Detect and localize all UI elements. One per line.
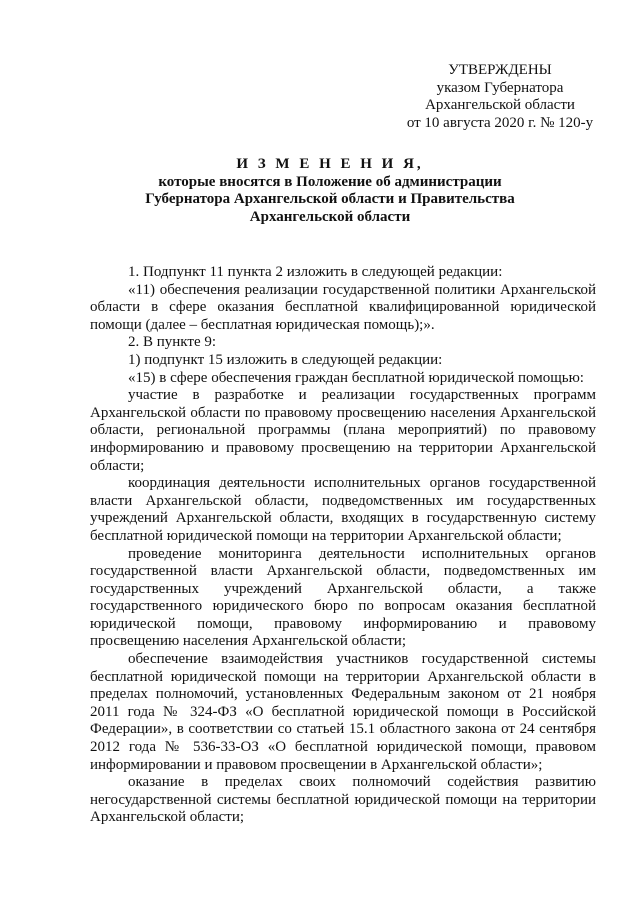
paragraph-subitem-1: 1) подпункт 15 изложить в следующей редакции: — [128, 351, 443, 368]
paragraph-interaction: обеспечение взаимодействия участников государственной системы бесплатной юридической помощи на территории Архангельской области в пределах полномочий, установленных Федеральным законом от 21 ноября 2011 года № 324-ФЗ «О бесплатной юридической помощи в Российской Федерации», в соответствии со статьей 15.1 областного закона от 24 сентября 2012 года № 536-33-ОЗ «О бесплатной юридической помощи, правовом информировании и правовом просвещении в Архангельской области»; — [90, 651, 596, 773]
paragraph-item-1-text: «11) обеспечения реализации государственной политики Архангельской области в сфере оказания бесплатной квалифицированной юридической помощи (далее – бесплатная юридическая помощь);». — [90, 281, 596, 333]
document-body — [90, 264, 596, 827]
paragraph-item-2: 2. В пункте 9: — [128, 334, 217, 351]
document-subtitle-line-2: Губернатора Архангельской области и Правительства — [145, 191, 515, 208]
approval-date: от 10 августа 2020 г. № 120-у — [406, 114, 594, 131]
paragraph-assistance: оказание в пределах своих полномочий содействия развитию негосударственной системы бесплатной юридической помощи на территории Архангельской области; — [90, 774, 596, 826]
paragraph-item-1: 1. Подпункт 11 пункта 2 изложить в следующей редакции: — [128, 264, 503, 280]
approval-issuer: указом Губернатора — [436, 79, 564, 96]
document-heading — [40, 156, 620, 226]
document-title: И З М Е Н Е Н И Я, — [236, 156, 424, 172]
paragraph-coordination: координация деятельности исполнительных органов государственной власти Архангельской области, подведомственных им государственных учреждений Архангельской области, входящих в государственную систему бесплатной юридической помощи на территории Архангельской области; — [90, 475, 596, 544]
approval-stamp — [380, 62, 620, 132]
approval-region: Архангельской области — [425, 97, 575, 114]
document-subtitle-line-1: которые вносятся в Положение об администрации — [158, 173, 502, 190]
paragraph-monitoring: проведение мониторинга деятельности исполнительных органов государственной власти Архангельской области, подведомственных им государственных учреждений Архангельской области, а также государственного юридического бюро по вопросам оказания бесплатной юридической помощи, правовому информированию и правовому просвещению населения Архангельской области; — [90, 545, 596, 650]
approval-title: УТВЕРЖДЕНЫ — [448, 62, 552, 78]
paragraph-programs: участие в разработке и реализации государственных программ Архангельской области по правовому просвещению населения Архангельской области, региональной программы (плана мероприятий) по правовому информированию и правовому просвещению на территории Архангельской области; — [90, 387, 596, 474]
paragraph-subitem-15: «15) в сфере обеспечения граждан бесплатной юридической помощью: — [128, 369, 584, 386]
document-subtitle-line-3: Архангельской области — [249, 208, 411, 225]
